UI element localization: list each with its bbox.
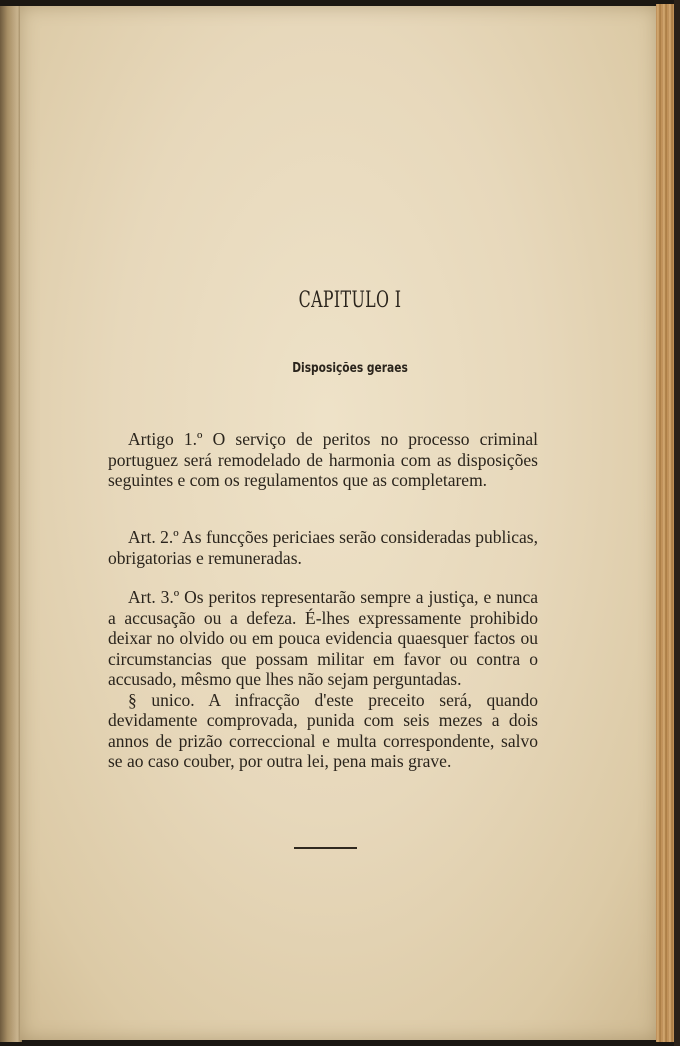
- article-3-paragraph: § unico. A infracção d'este preceito será, quando devidamente comprovada, punida com seis mezes a dois annos de prizão correccional e multa correspondente, salvo se ao caso couber, por outra lei, pena mais grave.: [108, 689, 538, 771]
- page-paper: [20, 6, 658, 1040]
- scan-border: [674, 0, 680, 1046]
- article-1-text: Artigo 1.º O serviço de peritos no processo criminal portuguez será remodelado de harmonia com as disposições seguintes e com os regulamentos que as completarem.: [108, 429, 538, 490]
- chapter-title: CAPITULO I: [298, 288, 402, 313]
- article-1: [108, 429, 538, 491]
- left-page-edge: [0, 6, 22, 1042]
- page-fore-edge: [656, 4, 674, 1042]
- article-3: [108, 587, 538, 772]
- end-rule: [294, 847, 357, 849]
- article-2: [108, 527, 538, 568]
- article-2-text: Art. 2.º As funcções periciaes serão consideradas publicas, obrigatorias e remuneradas.: [108, 527, 538, 568]
- article-3-text: Art. 3.º Os peritos representarão sempre a justiça, e nunca a accusação ou a defeza. É-lhes expressamente prohibido deixar no olvido ou em pouca evidencia quaesquer factos ou circumstancias que possam militar em favor ou contra o accusado, mêsmo que lhes não sejam perguntadas.: [108, 587, 538, 689]
- chapter-subtitle: Disposições geraes: [292, 361, 408, 376]
